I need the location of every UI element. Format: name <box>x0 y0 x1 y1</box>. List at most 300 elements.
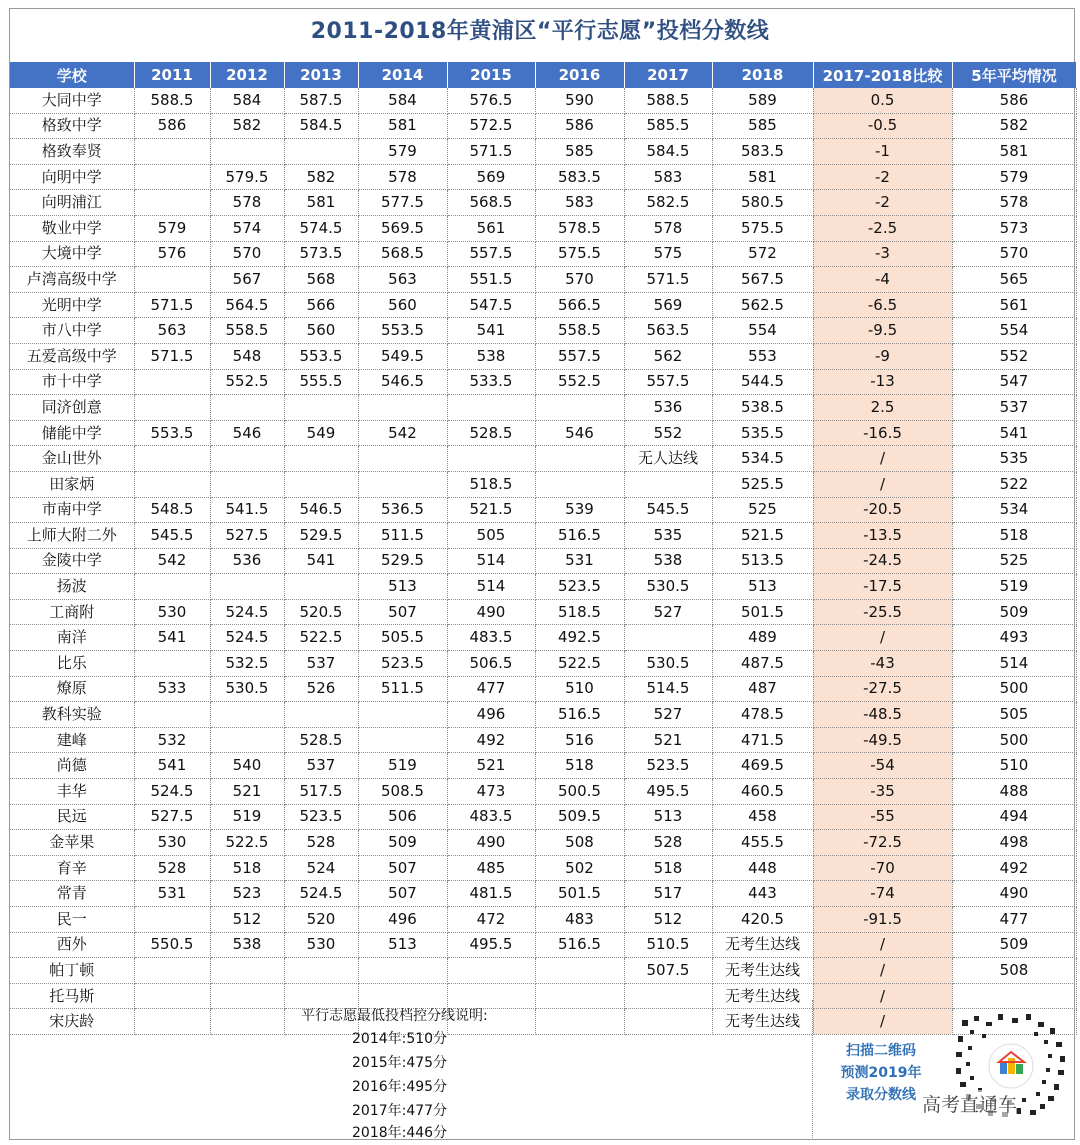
school-name-cell: 向明浦江 <box>10 190 134 216</box>
compare-cell: 0.5 <box>813 88 952 113</box>
score-cell: 560 <box>358 292 447 318</box>
score-cell: 523.5 <box>358 651 447 677</box>
score-cell: 578.5 <box>535 215 624 241</box>
compare-cell: / <box>813 446 952 472</box>
score-cell: 443 <box>712 881 813 907</box>
score-cell <box>358 446 447 472</box>
score-cell: 540 <box>210 753 284 779</box>
score-cell: 567 <box>210 267 284 293</box>
score-cell <box>134 369 210 395</box>
score-cell: 483.5 <box>447 804 535 830</box>
score-cell: 513.5 <box>712 548 813 574</box>
score-cell: 585 <box>535 139 624 165</box>
score-cell: 529.5 <box>284 523 358 549</box>
table-body <box>10 88 1076 1034</box>
score-cell <box>210 139 284 165</box>
score-cell: 495.5 <box>624 779 712 805</box>
qr-caption <box>826 1040 936 1106</box>
table-row <box>10 548 1076 574</box>
school-name-cell: 西外 <box>10 932 134 958</box>
compare-cell: -9.5 <box>813 318 952 344</box>
score-cell: 525 <box>712 497 813 523</box>
compare-cell: -3 <box>813 241 952 267</box>
score-cell: 490 <box>447 599 535 625</box>
score-cell: 507 <box>358 855 447 881</box>
average-cell: 493 <box>952 625 1076 651</box>
score-cell: 527 <box>624 599 712 625</box>
score-cell: 536 <box>210 548 284 574</box>
score-cell <box>358 395 447 421</box>
score-cell: 501.5 <box>535 881 624 907</box>
score-cell <box>358 702 447 728</box>
score-cell: 533 <box>134 676 210 702</box>
score-cell: 502 <box>535 855 624 881</box>
score-cell: 538 <box>624 548 712 574</box>
school-name-cell: 建峰 <box>10 727 134 753</box>
table-row <box>10 446 1076 472</box>
column-header: 5年平均情况 <box>952 62 1076 88</box>
score-cell: 566 <box>284 292 358 318</box>
score-cell: 532.5 <box>210 651 284 677</box>
score-cell <box>210 446 284 472</box>
table-row <box>10 574 1076 600</box>
table-row <box>10 318 1076 344</box>
score-cell: 550.5 <box>134 932 210 958</box>
score-cell: 545.5 <box>134 523 210 549</box>
score-cell <box>624 471 712 497</box>
score-cell <box>134 702 210 728</box>
cutoff-notes <box>134 1000 812 1141</box>
score-cell: 531 <box>535 548 624 574</box>
compare-cell: -2 <box>813 164 952 190</box>
qr-caption-line: 录取分数线 <box>846 1087 916 1103</box>
score-cell: 546 <box>210 420 284 446</box>
average-cell: 582 <box>952 113 1076 139</box>
score-cell: 521 <box>624 727 712 753</box>
score-cell <box>134 190 210 216</box>
school-name-cell: 储能中学 <box>10 420 134 446</box>
score-cell: 485 <box>447 855 535 881</box>
table-row <box>10 190 1076 216</box>
qr-caption-line: 扫描二维码 <box>846 1043 916 1059</box>
average-cell: 525 <box>952 548 1076 574</box>
compare-cell: -1 <box>813 139 952 165</box>
average-cell: 573 <box>952 215 1076 241</box>
score-cell: 492 <box>447 727 535 753</box>
score-cell: 569.5 <box>358 215 447 241</box>
score-cell: 522.5 <box>210 830 284 856</box>
score-cell: 524 <box>284 855 358 881</box>
score-cell: 584 <box>358 88 447 113</box>
school-name-cell: 金陵中学 <box>10 548 134 574</box>
score-cell <box>210 958 284 984</box>
score-cell: 495.5 <box>447 932 535 958</box>
score-cell: 483.5 <box>447 625 535 651</box>
score-cell: 578 <box>624 215 712 241</box>
column-header: 2013 <box>284 62 358 88</box>
score-cell: 531 <box>134 881 210 907</box>
score-cell: 506 <box>358 804 447 830</box>
average-cell: 554 <box>952 318 1076 344</box>
school-name-cell: 大境中学 <box>10 241 134 267</box>
score-cell: 572.5 <box>447 113 535 139</box>
table-row <box>10 497 1076 523</box>
score-cell: 574 <box>210 215 284 241</box>
school-name-cell: 敬业中学 <box>10 215 134 241</box>
notes-title: 平行志愿最低投档控分线说明: <box>301 1008 488 1024</box>
table-row <box>10 779 1076 805</box>
score-cell: 553.5 <box>284 343 358 369</box>
score-cell: 483 <box>535 907 624 933</box>
score-cell: 472 <box>447 907 535 933</box>
score-cell: 567.5 <box>712 267 813 293</box>
score-cell: 537 <box>284 651 358 677</box>
score-cell: 528.5 <box>284 727 358 753</box>
score-cell: 510.5 <box>624 932 712 958</box>
compare-cell: -13 <box>813 369 952 395</box>
average-cell: 508 <box>952 958 1076 984</box>
score-cell: 514.5 <box>624 676 712 702</box>
score-cell <box>134 651 210 677</box>
score-cell: 460.5 <box>712 779 813 805</box>
score-cell: 541 <box>134 625 210 651</box>
score-cell: 513 <box>358 932 447 958</box>
score-cell: 549 <box>284 420 358 446</box>
score-cell: 521.5 <box>447 497 535 523</box>
school-name-cell: 田家炳 <box>10 471 134 497</box>
score-cell <box>447 446 535 472</box>
score-cell <box>134 907 210 933</box>
score-cell: 560 <box>284 318 358 344</box>
score-cell: 569 <box>447 164 535 190</box>
score-cell <box>134 139 210 165</box>
score-cell: 584 <box>210 88 284 113</box>
score-cell: 571.5 <box>624 267 712 293</box>
score-cell <box>284 574 358 600</box>
score-cell: 563.5 <box>624 318 712 344</box>
score-cell: 552.5 <box>535 369 624 395</box>
compare-cell: -25.5 <box>813 599 952 625</box>
score-cell: 570 <box>535 267 624 293</box>
note-line: 2017年:477分 <box>352 1103 448 1119</box>
column-header: 2017 <box>624 62 712 88</box>
compare-cell: -54 <box>813 753 952 779</box>
table-row <box>10 651 1076 677</box>
average-cell: 579 <box>952 164 1076 190</box>
compare-cell: / <box>813 471 952 497</box>
score-cell: 无考生达线 <box>712 958 813 984</box>
score-cell: 523 <box>210 881 284 907</box>
score-cell: 573.5 <box>284 241 358 267</box>
score-cell: 580.5 <box>712 190 813 216</box>
school-name-cell: 金苹果 <box>10 830 134 856</box>
score-cell: 无人达线 <box>624 446 712 472</box>
table-row <box>10 113 1076 139</box>
score-cell: 579.5 <box>210 164 284 190</box>
column-header: 2014 <box>358 62 447 88</box>
score-cell: 536 <box>624 395 712 421</box>
average-cell: 518 <box>952 523 1076 549</box>
score-cell: 512 <box>624 907 712 933</box>
table-row <box>10 830 1076 856</box>
score-cell: 511.5 <box>358 676 447 702</box>
school-name-cell: 格致中学 <box>10 113 134 139</box>
score-cell: 552 <box>624 420 712 446</box>
compare-cell: -6.5 <box>813 292 952 318</box>
score-cell: 507 <box>358 599 447 625</box>
average-cell <box>952 983 1076 1009</box>
table-row <box>10 139 1076 165</box>
score-cell: 578 <box>358 164 447 190</box>
score-cell: 572 <box>712 241 813 267</box>
score-cell: 548 <box>210 343 284 369</box>
score-cell: 533.5 <box>447 369 535 395</box>
compare-cell: / <box>813 958 952 984</box>
score-cell: 538.5 <box>712 395 813 421</box>
table-row <box>10 702 1076 728</box>
table-row <box>10 855 1076 881</box>
compare-cell: -9 <box>813 343 952 369</box>
score-cell: 509 <box>358 830 447 856</box>
score-cell: 501.5 <box>712 599 813 625</box>
school-name-cell: 工商附 <box>10 599 134 625</box>
compare-cell: / <box>813 983 952 1009</box>
note-line: 2018年:446分 <box>352 1125 448 1141</box>
score-cell <box>134 164 210 190</box>
score-cell: 526 <box>284 676 358 702</box>
score-cell <box>284 139 358 165</box>
score-cell: 520 <box>284 907 358 933</box>
score-cell: 513 <box>712 574 813 600</box>
compare-cell: -4 <box>813 267 952 293</box>
score-cell: 521 <box>447 753 535 779</box>
score-cell: 575.5 <box>535 241 624 267</box>
school-name-cell: 育辛 <box>10 855 134 881</box>
score-cell: 542 <box>134 548 210 574</box>
score-cell: 546.5 <box>358 369 447 395</box>
table-row <box>10 599 1076 625</box>
score-cell <box>535 958 624 984</box>
score-cell: 523.5 <box>535 574 624 600</box>
qr-caption-line: 预测2019年 <box>840 1065 922 1081</box>
score-cell: 564.5 <box>210 292 284 318</box>
table-row <box>10 395 1076 421</box>
table-row <box>10 625 1076 651</box>
compare-cell: / <box>813 1009 952 1035</box>
score-cell <box>210 702 284 728</box>
compare-cell: / <box>813 625 952 651</box>
score-table <box>10 62 1077 1035</box>
school-name-cell: 常青 <box>10 881 134 907</box>
table-row <box>10 369 1076 395</box>
table-row <box>10 804 1076 830</box>
average-cell: 578 <box>952 190 1076 216</box>
score-cell: 568 <box>284 267 358 293</box>
score-cell <box>134 395 210 421</box>
table-row <box>10 958 1076 984</box>
average-cell: 514 <box>952 651 1076 677</box>
score-cell: 557.5 <box>624 369 712 395</box>
compare-cell: -72.5 <box>813 830 952 856</box>
score-cell: 558.5 <box>210 318 284 344</box>
score-cell: 584.5 <box>624 139 712 165</box>
average-cell: 490 <box>952 881 1076 907</box>
score-cell: 568.5 <box>447 190 535 216</box>
score-cell: 588.5 <box>624 88 712 113</box>
score-cell: 545.5 <box>624 497 712 523</box>
score-cell: 590 <box>535 88 624 113</box>
score-cell: 524.5 <box>284 881 358 907</box>
note-line: 2015年:475分 <box>352 1055 448 1071</box>
header-row <box>10 62 1076 88</box>
note-divider <box>812 1000 813 1140</box>
average-cell: 522 <box>952 471 1076 497</box>
score-cell: 581 <box>358 113 447 139</box>
score-cell: 562 <box>624 343 712 369</box>
score-cell: 541 <box>284 548 358 574</box>
score-cell: 517.5 <box>284 779 358 805</box>
score-cell <box>284 958 358 984</box>
score-cell <box>134 958 210 984</box>
score-cell: 490 <box>447 830 535 856</box>
score-cell: 527.5 <box>134 804 210 830</box>
score-cell: 无考生达线 <box>712 983 813 1009</box>
score-cell: 589 <box>712 88 813 113</box>
score-cell: 477 <box>447 676 535 702</box>
school-name-cell: 向明中学 <box>10 164 134 190</box>
score-cell <box>535 395 624 421</box>
score-cell: 579 <box>134 215 210 241</box>
compare-cell: -35 <box>813 779 952 805</box>
score-cell: 586 <box>134 113 210 139</box>
average-cell: 541 <box>952 420 1076 446</box>
score-cell: 523.5 <box>284 804 358 830</box>
score-cell: 577.5 <box>358 190 447 216</box>
score-cell: 455.5 <box>712 830 813 856</box>
compare-cell: 2.5 <box>813 395 952 421</box>
score-cell: 528 <box>134 855 210 881</box>
score-cell: 520.5 <box>284 599 358 625</box>
compare-cell: / <box>813 932 952 958</box>
average-cell: 488 <box>952 779 1076 805</box>
score-cell: 530.5 <box>624 574 712 600</box>
school-name-cell: 教科实验 <box>10 702 134 728</box>
school-name-cell: 同济创意 <box>10 395 134 421</box>
score-cell <box>358 727 447 753</box>
score-cell: 571.5 <box>447 139 535 165</box>
score-cell: 513 <box>358 574 447 600</box>
score-cell: 448 <box>712 855 813 881</box>
average-cell: 565 <box>952 267 1076 293</box>
score-cell: 571.5 <box>134 343 210 369</box>
school-name-cell: 五爱高级中学 <box>10 343 134 369</box>
score-cell <box>447 395 535 421</box>
score-cell: 522.5 <box>535 651 624 677</box>
score-cell: 553 <box>712 343 813 369</box>
column-header: 2018 <box>712 62 813 88</box>
school-name-cell: 比乐 <box>10 651 134 677</box>
compare-cell: -17.5 <box>813 574 952 600</box>
average-cell: 492 <box>952 855 1076 881</box>
school-name-cell: 市十中学 <box>10 369 134 395</box>
compare-cell: -55 <box>813 804 952 830</box>
compare-cell: -27.5 <box>813 676 952 702</box>
score-cell <box>284 395 358 421</box>
score-cell: 481.5 <box>447 881 535 907</box>
table-row <box>10 88 1076 113</box>
school-name-cell: 市八中学 <box>10 318 134 344</box>
school-name-cell: 托马斯 <box>10 983 134 1009</box>
score-cell: 537 <box>284 753 358 779</box>
score-cell: 535.5 <box>712 420 813 446</box>
table-row <box>10 292 1076 318</box>
school-name-cell: 格致奉贤 <box>10 139 134 165</box>
score-cell: 528 <box>624 830 712 856</box>
score-cell: 546.5 <box>284 497 358 523</box>
score-cell: 530.5 <box>210 676 284 702</box>
score-cell: 555.5 <box>284 369 358 395</box>
average-cell: 494 <box>952 804 1076 830</box>
score-cell <box>134 446 210 472</box>
score-cell: 548.5 <box>134 497 210 523</box>
score-cell: 496 <box>358 907 447 933</box>
score-cell: 528 <box>284 830 358 856</box>
score-cell: 469.5 <box>712 753 813 779</box>
score-cell: 514 <box>447 548 535 574</box>
score-cell: 581 <box>712 164 813 190</box>
average-cell: 509 <box>952 932 1076 958</box>
score-cell: 549.5 <box>358 343 447 369</box>
score-cell: 558.5 <box>535 318 624 344</box>
score-cell: 489 <box>712 625 813 651</box>
column-header: 2016 <box>535 62 624 88</box>
school-name-cell: 金山世外 <box>10 446 134 472</box>
score-cell: 541 <box>134 753 210 779</box>
score-cell: 527.5 <box>210 523 284 549</box>
score-cell: 581 <box>284 190 358 216</box>
score-cell: 510 <box>535 676 624 702</box>
score-cell: 530.5 <box>624 651 712 677</box>
average-cell: 477 <box>952 907 1076 933</box>
school-name-cell: 尚德 <box>10 753 134 779</box>
score-cell <box>210 727 284 753</box>
score-cell: 576 <box>134 241 210 267</box>
score-cell: 544.5 <box>712 369 813 395</box>
score-cell: 无考生达线 <box>712 1009 813 1035</box>
table-row <box>10 676 1076 702</box>
score-cell: 586 <box>535 113 624 139</box>
score-cell: 582 <box>210 113 284 139</box>
score-cell: 516 <box>535 727 624 753</box>
score-cell: 514 <box>447 574 535 600</box>
score-cell <box>210 395 284 421</box>
score-cell: 582.5 <box>624 190 712 216</box>
score-cell: 507 <box>358 881 447 907</box>
score-cell: 509.5 <box>535 804 624 830</box>
score-cell <box>134 267 210 293</box>
score-cell: 524.5 <box>210 625 284 651</box>
column-header: 2011 <box>134 62 210 88</box>
score-cell <box>535 446 624 472</box>
score-cell: 523.5 <box>624 753 712 779</box>
score-cell: 569 <box>624 292 712 318</box>
score-cell: 583 <box>535 190 624 216</box>
average-cell: 505 <box>952 702 1076 728</box>
note-line: 2016年:495分 <box>352 1079 448 1095</box>
brand-watermark: 高考直通车 <box>922 1090 1017 1117</box>
score-cell: 513 <box>624 804 712 830</box>
score-cell <box>134 471 210 497</box>
